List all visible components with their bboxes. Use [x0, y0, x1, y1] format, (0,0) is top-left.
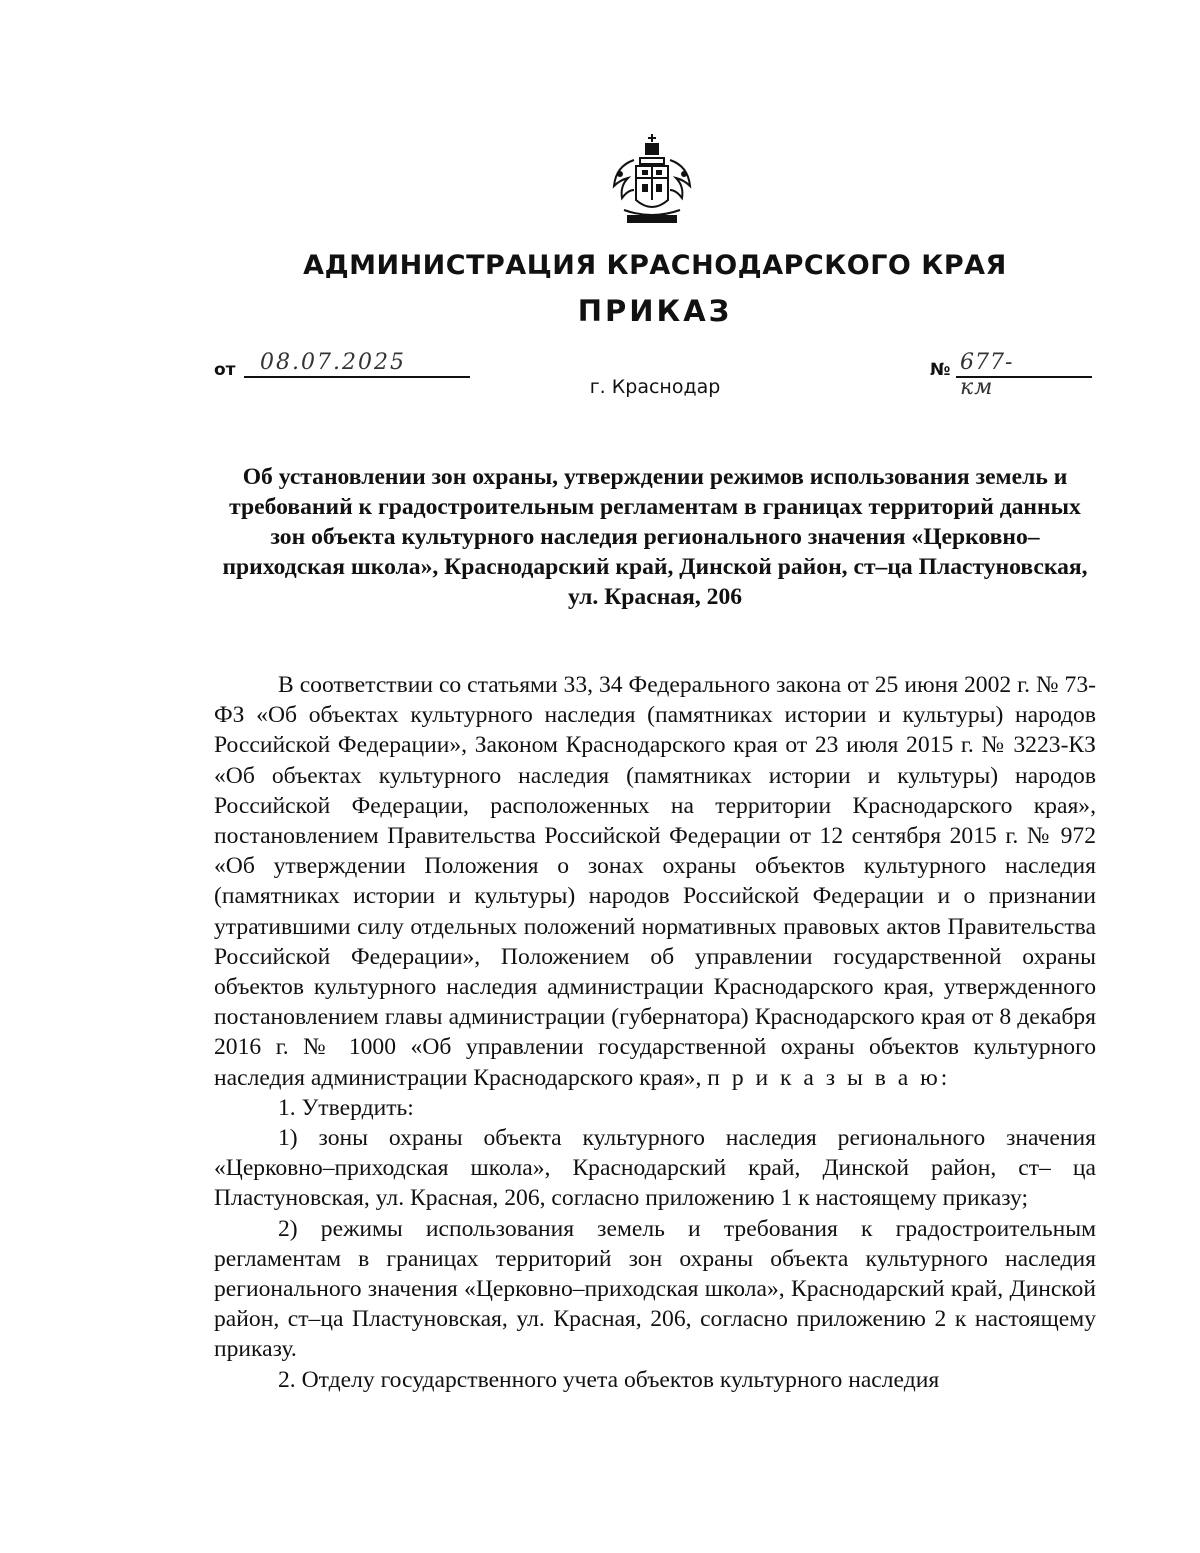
coat-of-arms-emblem — [606, 130, 698, 230]
document-body — [214, 670, 1096, 1395]
preamble-text: В соответствии со статьями 33, 34 Федерального закона от 25 июня 2002 г. № 73-ФЗ «Об объектах культурного наследия (памятниках истории и культуры) народов Российской Федерации», Законом Краснодарского края от 23 июля 2015 г. № 3223-КЗ «Об объектах культурного наследия (памятниках истории и культуры) народов Российской Федерации, расположенных на территории Краснодарского края», постановлением Правительства Российской Федерации от 12 сентября 2015 г. № 972 «Об утверждении Положения о зонах охраны объектов культурного наследия (памятниках истории и культуры) народов Российской Федерации и о признании утратившими силу отдельных положений нормативных правовых актов Правительства Российской Федерации», Положением об управлении государственной охраны объектов культурного наследия администрации Краснодарского края, утвержденного постановлением главы администрации (губернатора) Краснодарского края от 8 декабря 2016 г. № 1000 «Об управлении государственной охраны объектов культурного наследия администрации Краснодарского края», — [214, 672, 1096, 1091]
item-1-1: 1) зоны охраны объекта культурного наследия регионального значения «Церковно–приходская школа», Краснодарский край, Динской район, ст– ца Пластуновская, ул. Красная, 206, согласно приложению 1 к настоящему приказу; — [214, 1125, 1096, 1212]
document-type: ПРИКАЗ — [577, 294, 733, 328]
decree-word: п р и к а з ы в а ю: — [707, 1064, 951, 1091]
number-label: № — [930, 360, 951, 380]
item-2: 2. Отделу государственного учета объектов культурного наследия — [278, 1366, 940, 1393]
document-title: Об установлении зон охраны, утверждении режимов использования земель и требований к градостроительным регламентам в границах территорий данных зон объекта культурного наследия регионального значения «Церковно–приходская школа», Краснодарский край, Динской район, ст–ца Пластуновская, ул. Красная, 206 — [222, 464, 1088, 610]
date-label: от — [214, 360, 236, 380]
item-1-2: 2) режимы использования земель и требования к градостроительным регламентам в границах территорий зон охраны объекта культурного наследия регионального значения «Церковно–приходская школа», Краснодарский край, Динской район, ст–ца Пластуновская, ул. Красная, 206, согласно приложению 2 к настоящему приказу. — [214, 1215, 1096, 1363]
organization-name: АДМИНИСТРАЦИЯ КРАСНОДАРСКОГО КРАЯ — [303, 250, 1007, 281]
preamble-paragraph — [214, 670, 1096, 1093]
number-handwritten: 677-км — [960, 350, 1014, 400]
item-1: 1. Утвердить: — [278, 1094, 414, 1121]
date-handwritten: 08.07.2025 — [260, 350, 406, 375]
city-name: г. Краснодар — [589, 376, 721, 398]
